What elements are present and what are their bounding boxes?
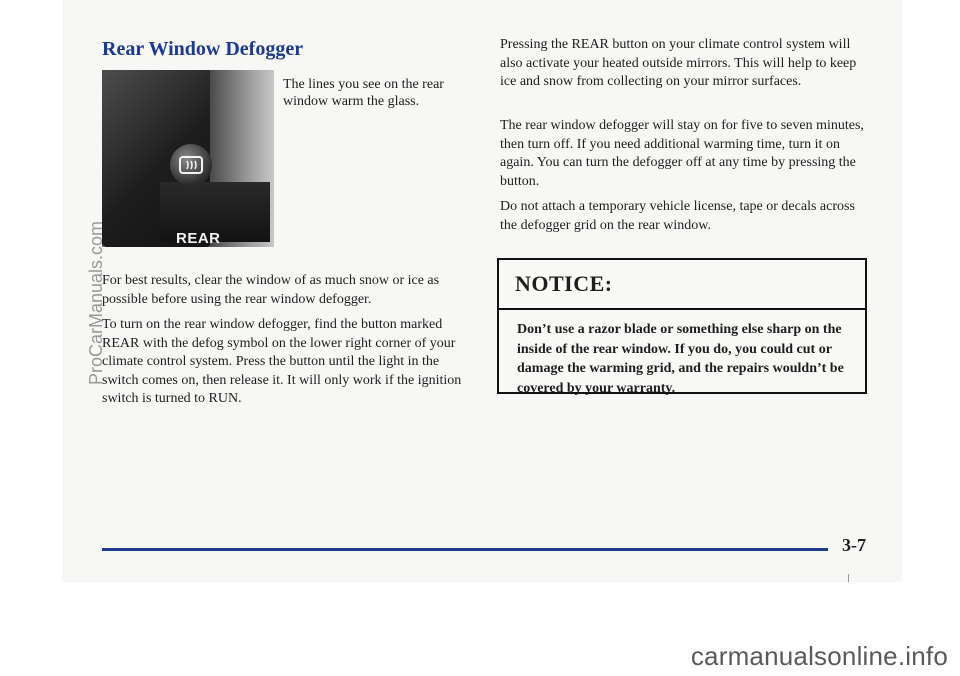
notice-title: NOTICE: [515, 271, 613, 296]
right-paragraph-3: Do not attach a temporary vehicle license, tape or decals across the defogger grid on the rear window. [500, 199, 855, 233]
rear-button-label: REAR [176, 230, 221, 247]
right-paragraph-2: The rear window defogger will stay on for five to seven minutes, then turn off. If you need additional warming time, turn it on again. You can turn the defogger off at any time by pressing the button. [500, 118, 864, 189]
section-heading: Rear Window Defogger [102, 38, 304, 60]
page-mark [848, 574, 849, 582]
left-paragraph-2: To turn on the rear window defogger, find the button marked REAR with the defog symbol on the lower right corner of your climate control system. Press the button until the light in the switch comes on, then release it. It will only work if the ignition switch is turned to RUN. [102, 317, 462, 406]
left-paragraph-1: For best results, clear the window of as much snow or ice as possible before using the rear window defogger. [102, 273, 440, 307]
notice-body: Don’t use a razor blade or something else sharp on the inside of the rear window. If you do, you could cut or damage the warming grid, and the repairs wouldn’t be covered by your warranty. [517, 322, 844, 396]
notice-box [497, 258, 867, 394]
page-number: 3-7 [842, 535, 866, 555]
photo-caption: The lines you see on the rear window warm the glass. [283, 77, 444, 109]
rear-defog-icon [170, 144, 212, 186]
bottom-watermark: carmanualsonline.info [690, 641, 948, 671]
side-watermark: ProCarManuals.com [86, 220, 106, 385]
right-paragraph-1: Pressing the REAR button on your climate control system will also activate your heated outside mirrors. This will help to keep ice and snow from collecting on your mirror surfaces. [500, 37, 857, 89]
notice-title-bar [499, 260, 865, 310]
footer-rule [102, 548, 828, 551]
defogger-button-photo [102, 70, 274, 247]
